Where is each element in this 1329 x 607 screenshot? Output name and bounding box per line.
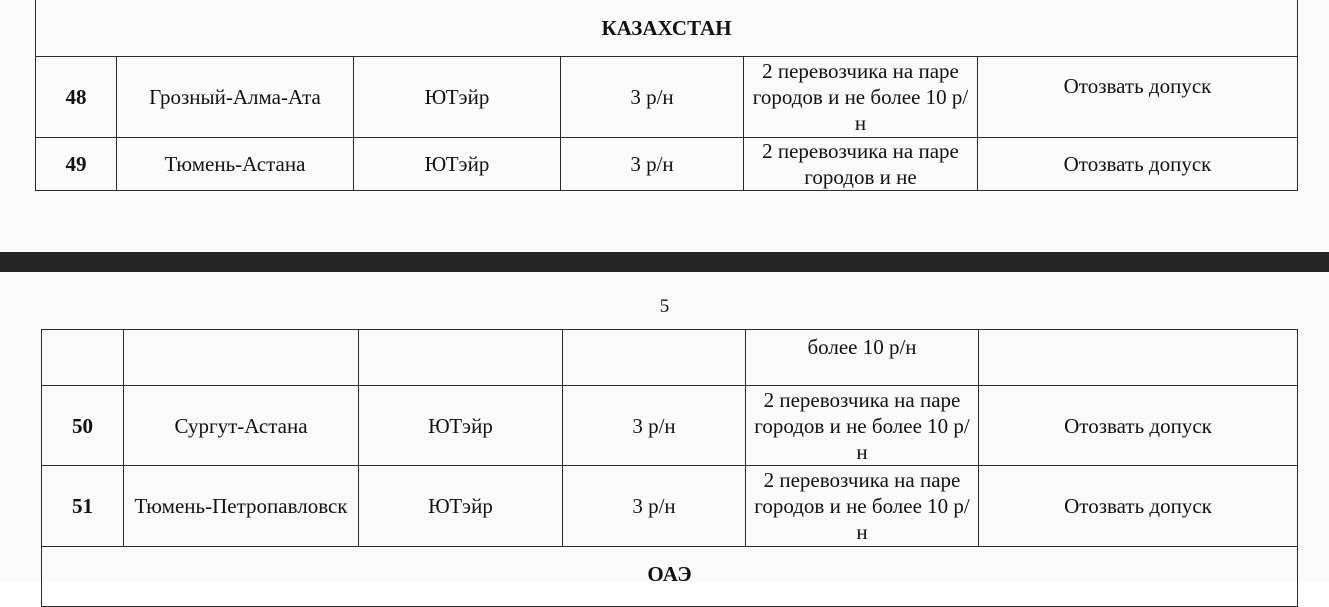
empty-cell: [979, 330, 1298, 386]
route-cell: Тюмень-Астана: [117, 138, 354, 191]
action-cell: Отозвать допуск: [979, 386, 1298, 466]
carrier-cell: ЮТэйр: [354, 57, 561, 138]
limit-cell: 2 перевозчика на паре городов и не более 10 р/н: [746, 466, 979, 547]
carrier-cell: ЮТэйр: [354, 138, 561, 191]
action-text: Отозвать допуск: [1063, 74, 1212, 98]
action-cell: [978, 57, 1298, 138]
action-cell: Отозвать допуск: [979, 466, 1298, 547]
limit-cell: 2 перевозчика на паре городов и не более 10 р/н: [746, 386, 979, 466]
limit-continuation-cell: более 10 р/н: [746, 330, 979, 386]
frequency-cell: 3 р/н: [563, 466, 746, 547]
limit-cell: 2 перевозчика на паре городов и не более 10 р/н: [744, 57, 978, 138]
row-number: 49: [36, 138, 117, 191]
row-number: 50: [42, 386, 124, 466]
empty-cell: [563, 330, 746, 386]
page-separator: [0, 252, 1329, 272]
table-row: [42, 466, 1298, 547]
frequency-cell: 3 р/н: [561, 57, 744, 138]
empty-cell: [42, 330, 124, 386]
section-header-row: [42, 547, 1298, 607]
table-row: [36, 138, 1298, 191]
empty-cell: [124, 330, 359, 386]
table-row: [36, 57, 1298, 138]
carrier-cell: ЮТэйр: [359, 386, 563, 466]
routes-table-bottom: [41, 329, 1298, 607]
frequency-cell: 3 р/н: [563, 386, 746, 466]
empty-cell: [359, 330, 563, 386]
section-title-text: ОАЭ: [647, 562, 692, 586]
action-cell: Отозвать допуск: [978, 138, 1298, 191]
routes-table-top: [35, 0, 1298, 191]
section-title-uae: [42, 547, 1298, 607]
carrier-cell: ЮТэйр: [359, 466, 563, 547]
continuation-row: [42, 330, 1298, 386]
limit-cell: 2 перевозчика на паре городов и не: [744, 138, 978, 191]
route-cell: Сургут-Астана: [124, 386, 359, 466]
section-header-row: [36, 0, 1298, 57]
table-row: [42, 386, 1298, 466]
page-number: 5: [659, 296, 670, 317]
route-cell: Тюмень-Петропавловск: [124, 466, 359, 547]
section-title-kazakhstan: КАЗАХСТАН: [36, 0, 1298, 57]
row-number: 51: [42, 466, 124, 547]
frequency-cell: 3 р/н: [561, 138, 744, 191]
row-number: 48: [36, 57, 117, 138]
route-cell: Грозный-Алма-Ата: [117, 57, 354, 138]
